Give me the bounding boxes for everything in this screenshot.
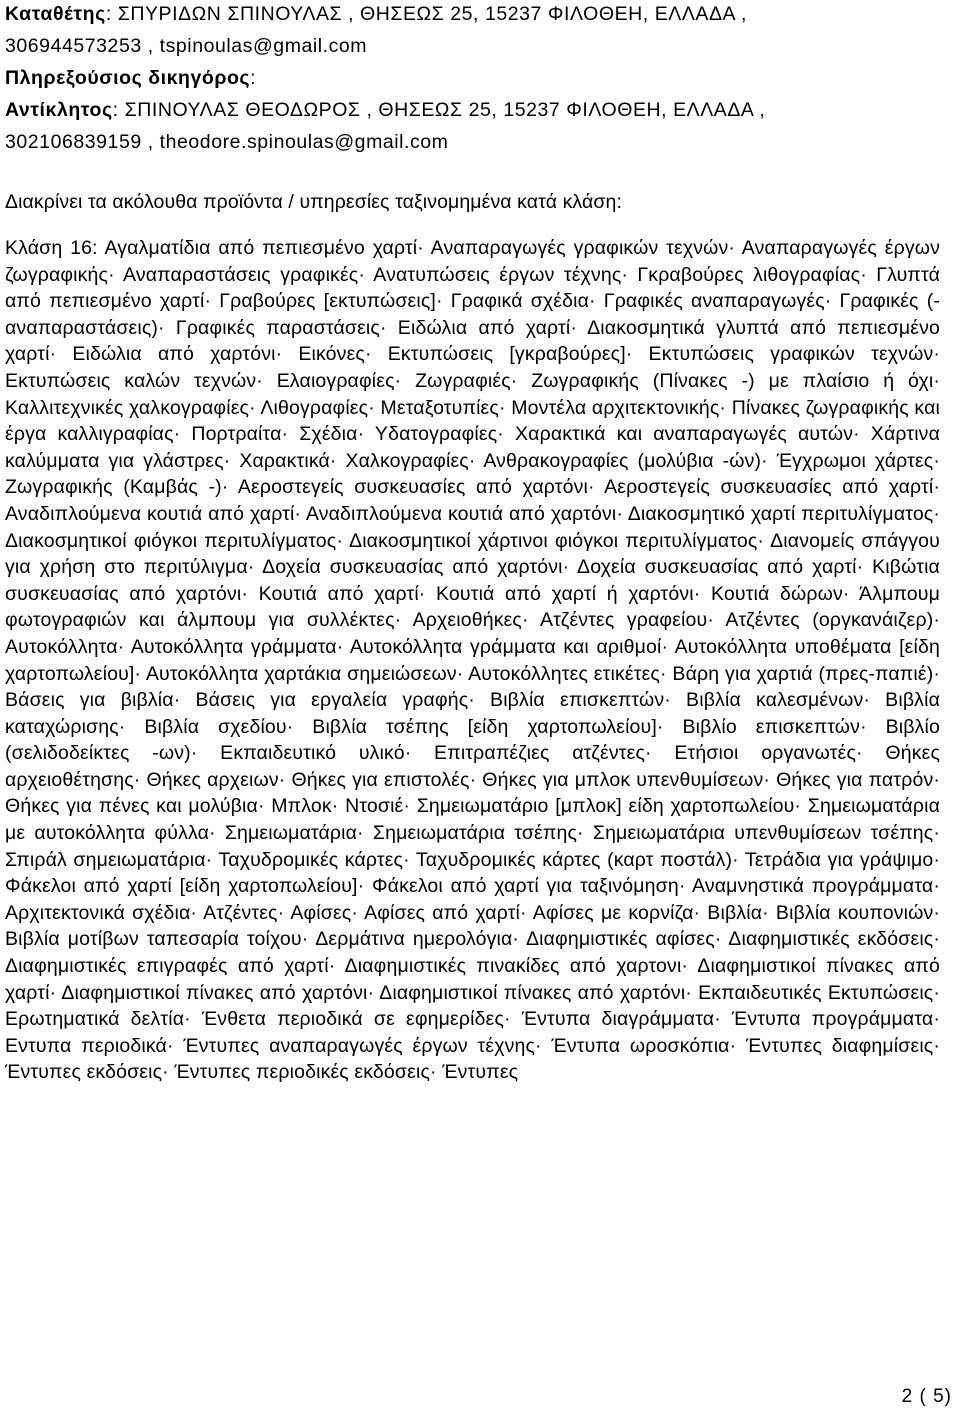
- counterparty-label: Αντίκλητος: [5, 99, 113, 121]
- attorney-line: Πληρεξούσιος δικηγόρος:: [5, 67, 257, 89]
- counterparty-contact: 302106839159 , theodore.spinoulas@gmail.com: [5, 131, 449, 153]
- applicant-line: Καταθέτης: ΣΠΥΡΙΔΩΝ ΣΠΙΝΟΥΛΑΣ , ΘΗΣΕΩΣ 25, 15237 ΦΙΛΟΘΕΗ, ΕΛΛΑΔΑ ,: [5, 3, 747, 25]
- applicant-contact: 306944573253 , tspinoulas@gmail.com: [5, 35, 368, 57]
- classification-intro: Διακρίνει τα ακόλουθα προϊόντα / υπηρεσίες ταξινομημένα κατά κλάση:: [5, 191, 622, 213]
- counterparty-line: Αντίκλητος: ΣΠΙΝΟΥΛΑΣ ΘΕΟΔΩΡΟΣ , ΘΗΣΕΩΣ 25, 15237 ΦΙΛΟΘΕΗ, ΕΛΛΑΔΑ ,: [5, 99, 766, 121]
- class-16-goods-list: Κλάση 16: Αγαλματίδια από πεπιεσμένο χαρτί· Αναπαραγωγές γραφικών τεχνών· Αναπαραγωγές έργων ζωγραφικής· Αναπαραστάσεις γραφικές· Ανατυπώσεις έργων τέχνης· Γκραβούρες λιθογραφίας· Γλυπτά από πεπιεσμένο χαρτί· Γραβούρες [εκτυπώσεις]· Γραφικά σχέδια· Γραφικές αναπαραγωγές· Γραφικές (- αναπαραστάσεις)· Γραφικές παραστάσεις· Ειδώλια από χαρτί· Διακοσμητικά γλυπτά από πεπιεσμένο χαρτί· Ειδώλια από χαρτόνι· Εικόνες· Εκτυπώσεις [γκραβούρες]· Εκτυπώσεις γραφικών τεχνών· Εκτυπώσεις καλών τεχνών· Ελαιογραφίες· Ζωγραφιές· Ζωγραφικής (Πίνακες -) με πλαίσιο ή όχι· Καλλιτεχνικές χαλκογραφίες· Λιθογραφίες· Μεταξοτυπίες· Μοντέλα αρχιτεκτονικής· Πίνακες ζωγραφικής και έργα καλλιγραφίας· Πορτραίτα· Σχέδια· Υδατογραφίες· Χαρακτικά και αναπαραγωγές αυτών· Χάρτινα καλύμματα για γλάστρες· Χαρακτικά· Χαλκογραφίες· Ανθρακογραφίες (μολύβια -ών)· Έγχρωμοι χάρτες· Ζωγραφικής (Καμβάς -)· Αεροστεγείς συσκευασίες από χαρτόνι· Αεροστεγείς συσκευασίες από χαρτί· Αναδιπλούμενα κουτιά από χαρτί· Αναδιπλούμενα κουτιά από χαρτόνι· Διακοσμητικό χαρτί περιτυλίγματος· Διακοσμητικοί φιόγκοι περιτυλίγματος· Διακοσμητικοί χάρτινοι φιόγκοι περιτυλίγματος· Διανομείς σπάγγου για χρήση στο περιτύλιγμα· Δοχεία συσκευασίας από χαρτόνι· Δοχεία συσκευασίας από χαρτί· Κιβώτια συσκευασίας από χαρτόνι· Κουτιά από χαρτί· Κουτιά από χαρτί ή χαρτόνι· Κουτιά δώρων· Άλμπουμ φωτογραφιών και άλμπουμ για συλλέκτες· Αρχειοθήκες· Ατζέντες γραφείου· Ατζέντες (οργκανάιζερ)· Αυτοκόλλητα· Αυτοκόλλητα γράμματα· Αυτοκόλλητα γράμματα και αριθμοί· Αυτοκόλλητα υποθέματα [είδη χαρτοπωλείου]· Αυτοκόλλητα χαρτάκια σημειώσεων· Αυτοκόλλητες ετικέτες· Βάρη για χαρτιά (πρες-παπιέ)· Βάσεις για βιβλία· Βάσεις για εργαλεία γραφής· Βιβλία επισκεπτών· Βιβλία καλεσμένων· Βιβλία καταχώρισης· Βιβλία σχεδίου· Βιβλία τσέπης [είδη χαρτοπωλείου]· Βιβλίο επισκεπτών· Βιβλίο (σελιδοδείκτες -ων)· Εκπαιδευτικό υλικό· Επιτραπέζιες ατζέντες· Ετήσιοι οργανωτές· Θήκες αρχειοθέτησης· Θήκες αρχειων· Θήκες για επιστολές· Θήκες για μπλοκ υπενθυμίσεων· Θήκες για πατρόν· Θήκες για πένες και μολύβια· Μπλοκ· Ντοσιέ· Σημειωματάριο [μπλοκ] είδη χαρτοπωλείου· Σημειωματάρια με αυτοκόλλητα φύλλα· Σημειωματάρια· Σημειωματάρια τσέπης· Σημειωματάρια υπενθυμίσεων τσέπης· Σπιράλ σημειωματάρια· Ταχυδρομικές κάρτες· Ταχυδρομικές κάρτες (καρτ ποστάλ)· Τετράδια για γράψιμο· Φάκελοι από χαρτί [είδη χαρτοπωλείου]· Φάκελοι από χαρτί για ταξινόμηση· Αναμνηστικά προγράμματα· Αρχιτεκτονικά σχέδια· Ατζέντες· Αφίσες· Αφίσες από χαρτί· Αφίσες με κορνίζα· Βιβλία· Βιβλία κουπονιών· Βιβλία μοτίβων ταπεσαρία τοίχου· Δερμάτινα ημερολόγια· Διαφημιστικές αφίσες· Διαφημιστικές εκδόσεις· Διαφημιστικές επιγραφές από χαρτί· Διαφημιστικές πινακίδες από χαρτονι· Διαφημιστικοί πίνακες από χαρτί· Διαφημιστικοί πίνακες από χαρτόνι· Διαφημιστικοί πίνακες από χαρτόνι· Εκπαιδευτικές Εκτυπώσεις· Ερωτηματικά δελτία· Ένθετα περιοδικά σε εφημερίδες· Έντυπα διαγράμματα· Έντυπα προγράμματα· Εντυπα περιοδικά· Έντυπες αναπαραγωγές έργων τέχνης· Έντυπα ωροσκόπια· Έντυπες διαφημίσεις· Έντυπες εκδόσεις· Έντυπες περιοδικές εκδόσεις· Έντυπες: [5, 237, 940, 1084]
- applicant-label: Καταθέτης: [5, 3, 106, 25]
- attorney-label: Πληρεξούσιος δικηγόρος: [5, 67, 251, 89]
- applicant-value: ΣΠΥΡΙΔΩΝ ΣΠΙΝΟΥΛΑΣ , ΘΗΣΕΩΣ 25, 15237 ΦΙΛΟΘΕΗ, ΕΛΛΑΔΑ ,: [117, 3, 747, 25]
- counterparty-value: ΣΠΙΝΟΥΛΑΣ ΘΕΟΔΩΡΟΣ , ΘΗΣΕΩΣ 25, 15237 ΦΙΛΟΘΕΗ, ΕΛΛΑΔΑ ,: [124, 99, 766, 121]
- page-number: 2 ( 5): [901, 1386, 952, 1407]
